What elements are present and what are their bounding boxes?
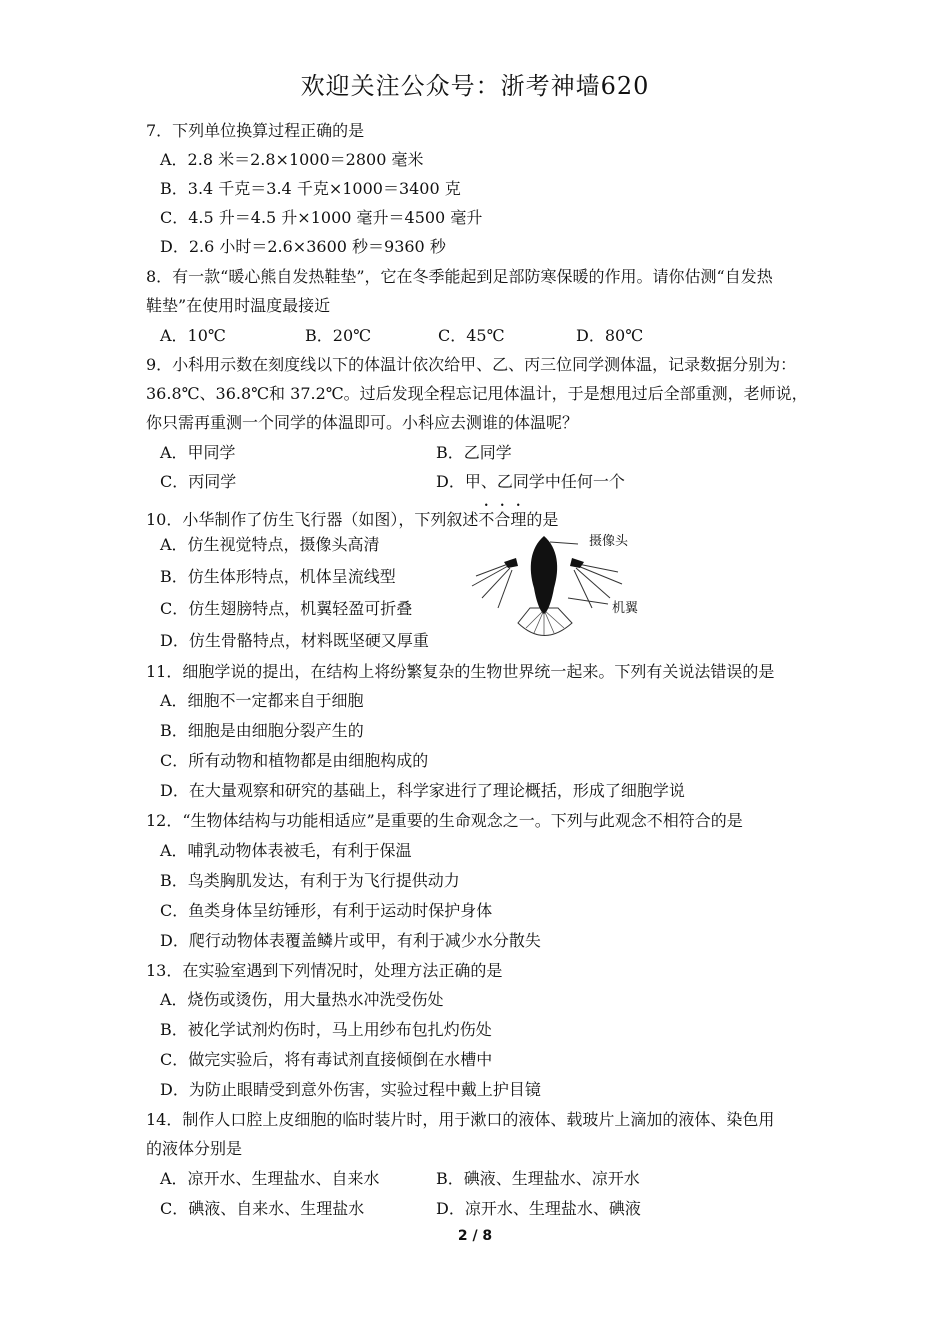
- q9-option-a: A．甲同学: [160, 443, 236, 462]
- q8-option-c: C．45℃: [438, 326, 505, 345]
- q7-option-a: A．2.8 米＝2.8×1000＝2800 毫米: [160, 150, 424, 169]
- q10-stem-dot-text: 不合理: [478, 510, 527, 529]
- q9-option-c: C．丙同学: [160, 472, 237, 491]
- q9-option-b: B．乙同学: [436, 443, 512, 462]
- q10-stem-emphasis: [478, 510, 526, 529]
- q13-option-a: A．烧伤或烫伤，用大量热水冲洗受伤处: [160, 990, 444, 1009]
- left-wing-line-4: [498, 570, 512, 608]
- q14-option-b: B．碘液、生理盐水、凉开水: [436, 1169, 640, 1188]
- q14-option-c: C．碘液、自来水、生理盐水: [160, 1199, 365, 1218]
- label-wing: 机翼: [612, 601, 639, 616]
- q11-option-d: D．在大量观察和研究的基础上，科学家进行了理论概括，形成了细胞学说: [160, 781, 685, 800]
- q10-option-c: C．仿生翅膀特点，机翼轻盈可折叠: [160, 599, 413, 618]
- right-joint: [570, 558, 584, 568]
- q14-option-d: D．凉开水、生理盐水、碘液: [436, 1199, 641, 1218]
- q8-option-d: D．80℃: [576, 326, 644, 345]
- q9-stem-line1: 9．小科用示数在刻度线以下的体温计依次给甲、乙、丙三位同学测体温，记录数据分别为：: [146, 355, 797, 374]
- q8-option-a: A．10℃: [160, 326, 226, 345]
- q14-stem-line1: 14．制作人口腔上皮细胞的临时装片时，用于漱口的液体、载玻片上滴加的液体、染色用: [146, 1110, 775, 1129]
- label-camera: 摄像头: [589, 534, 629, 549]
- q7-option-c: C．4.5 升＝4.5 升×1000 毫升＝4500 毫升: [160, 208, 483, 227]
- page-number: 2 / 8: [457, 1228, 493, 1244]
- q12-option-a: A．哺乳动物体表被毛，有利于保温: [160, 841, 412, 860]
- q13-option-d: D．为防止眼睛受到意外伤害，实验过程中戴上护目镜: [160, 1080, 541, 1099]
- q11-stem: 11．细胞学说的提出，在结构上将纷繁复杂的生物世界统一起来。下列有关说法错误的是: [146, 662, 775, 681]
- q8-stem-line1: 8．有一款“暖心熊自发热鞋垫”，它在冬季能起到足部防寒保暖的作用。请你估测“自发热: [146, 267, 773, 286]
- q7-option-d: D．2.6 小时＝2.6×3600 秒＝9360 秒: [160, 237, 446, 256]
- left-wing-line-1: [476, 564, 508, 576]
- q11-option-c: C．所有动物和植物都是由细胞构成的: [160, 751, 429, 770]
- q14-option-a: A．凉开水、生理盐水、自来水: [160, 1169, 380, 1188]
- camera-pointer-line: [550, 542, 578, 544]
- q10-option-d: D．仿生骨骼特点，材料既坚硬又厚重: [160, 631, 429, 650]
- q9-stem-line2: 36.8℃、36.8℃和 37.2℃。过后发现全程忘记甩体温计，于是想甩过后全部重测，老师说，: [146, 384, 808, 403]
- q14-stem-line2: 的液体分别是: [146, 1139, 243, 1158]
- q8-option-b: B．20℃: [305, 326, 372, 345]
- q7-option-b: B．3.4 千克＝3.4 千克×1000＝3400 克: [160, 179, 461, 198]
- q10-option-b: B．仿生体形特点，机体呈流线型: [160, 567, 396, 586]
- q9-stem-line3: 你只需再重测一个同学的体温即可。小科应去测谁的体温呢？: [146, 413, 579, 432]
- q10-stem-pre: 10．小华制作了仿生飞行器（如图），下列叙述: [146, 510, 479, 529]
- aircraft-body: [531, 536, 557, 614]
- q13-option-b: B．被化学试剂灼伤时，马上用纱布包扎灼伤处: [160, 1020, 492, 1039]
- q13-option-c: C．做完实验后，将有毒试剂直接倾倒在水槽中: [160, 1050, 493, 1069]
- q10-stem-post: 的是: [526, 510, 559, 529]
- q11-option-b: B．细胞是由细胞分裂产生的: [160, 721, 364, 740]
- q13-stem: 13．在实验室遇到下列情况时，处理方法正确的是: [146, 961, 503, 980]
- page-header: 欢迎关注公众号：浙考神墙620: [300, 72, 650, 100]
- q9-option-d: D．甲、乙同学中任何一个: [436, 472, 625, 491]
- q12-stem: 12．“生物体结构与功能相适应”是重要的生命观念之一。下列与此观念不相符合的是: [146, 811, 743, 830]
- q8-stem-line2: 鞋垫”在使用时温度最接近: [146, 296, 331, 315]
- q10-stem: [146, 501, 558, 530]
- q11-option-a: A．细胞不一定都来自于细胞: [160, 691, 364, 710]
- right-wing-line-4: [574, 570, 592, 608]
- q12-option-b: B．鸟类胸肌发达，有利于为飞行提供动力: [160, 871, 460, 890]
- q12-option-d: D．爬行动物体表覆盖鳞片或甲，有利于减少水分散失: [160, 931, 541, 950]
- q7-stem: 7．下列单位换算过程正确的是: [146, 121, 365, 140]
- q10-option-a: A．仿生视觉特点，摄像头高清: [160, 535, 380, 554]
- q12-option-c: C．鱼类身体呈纺锤形，有利于运动时保护身体: [160, 901, 493, 920]
